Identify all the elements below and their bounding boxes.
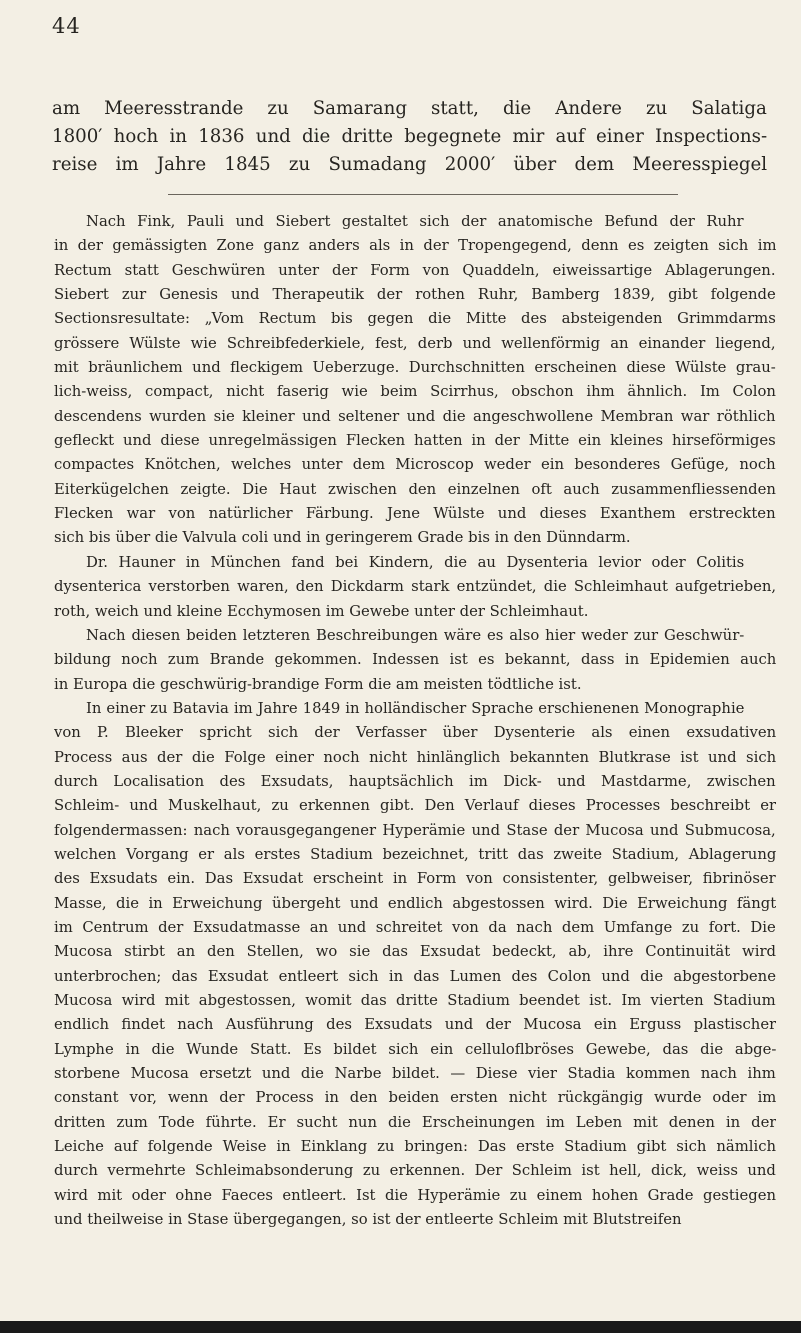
- footnote-line: des Exsudats ein. Das Exsudat erscheint in Form von consistenter, gelbweiser, fibrinöser: [54, 870, 776, 888]
- main-text-line: am Meeresstrande zu Samarang statt, die Andere zu Salatiga: [52, 98, 767, 119]
- footnote-line: roth, weich und kleine Ecchymosen im Gewebe unter der Schleimhaut.: [54, 602, 589, 620]
- footnote-line: dritten zum Tode führte. Er sucht nun die Erscheinungen im Leben mit denen in der: [54, 1113, 776, 1131]
- footnote-line: Mucosa wird mit abgestossen, womit das dritte Stadium beendet ist. Im vierten Stadium: [54, 992, 776, 1009]
- main-text: [52, 95, 767, 179]
- footnote-line: Sectionsresultate: „Vom Rectum bis gegen die Mitte des absteigenden Grimmdarms: [54, 310, 776, 328]
- footnote-line: Lymphe in die Wunde Statt. Es bildet sich ein celluloflbröses Gewebe, das die abge-: [54, 1040, 776, 1058]
- footnote-line: durch vermehrte Schleimabsonderung zu erkennen. Der Schleim ist hell, dick, weiss und: [54, 1162, 776, 1180]
- footnote-line: constant vor, wenn der Process in den beiden ersten nicht rückgängig wurde oder im: [54, 1089, 776, 1107]
- page-number: 44: [52, 14, 81, 38]
- footnote-line: gefleckt und diese unregelmässigen Flecken hatten in der Mitte ein kleines hirseförmiges: [54, 432, 776, 450]
- footnote-line: Nach diesen beiden letzteren Beschreibungen wäre es also hier weder zur Geschwür-: [86, 626, 745, 644]
- footnote-line: in Europa die geschwürig-brandige Form die am meisten tödtliche ist.: [54, 675, 582, 693]
- footnote-line: lich-weiss, compact, nicht faserig wie beim Scirrhus, obschon ihm ähnlich. Im Colon: [54, 383, 776, 401]
- footnote-line: mit bräunlichem und fleckigem Ueberzuge. Durchschnitten erscheinen diese Wülste grau-: [54, 359, 776, 377]
- footnote-line: endlich findet nach Ausführung des Exsudats und der Mucosa ein Erguss plastischer: [54, 1016, 776, 1034]
- footnote-line: Nach Fink, Pauli und Siebert gestaltet sich der anatomische Befund der Ruhr: [86, 213, 744, 230]
- footnote-line: Mucosa stirbt an den Stellen, wo sie das Exsudat bedeckt, ab, ihre Continuität wird: [54, 943, 776, 961]
- footnote-divider: [168, 194, 678, 195]
- footnote-line: und theilweise in Stase übergegangen, so ist der entleerte Schleim mit Blutstreifen: [54, 1211, 682, 1229]
- footnote-line: Flecken war von natürlicher Färbung. Jene Wülste und dieses Exanthem erstreckten: [54, 505, 776, 523]
- footnote-line: Rectum statt Geschwüren unter der Form von Quaddeln, eiweissartige Ablagerungen.: [54, 261, 776, 279]
- footnote-line: in der gemässigten Zone ganz anders als in der Tropengegend, denn es zeigten sich im: [54, 237, 776, 255]
- footnote-line: compactes Knötchen, welches unter dem Microscop weder ein besonderes Gefüge, noch: [54, 456, 776, 474]
- footnote-line: storbene Mucosa ersetzt und die Narbe bildet. — Diese vier Stadia kommen nach ihm: [54, 1065, 776, 1083]
- footnote-line: Leiche auf folgende Weise in Einklang zu bringen: Das erste Stadium gibt sich nämlich: [54, 1138, 776, 1156]
- main-text-line: 1800′ hoch in 1836 und die dritte begegnete mir auf einer Inspections-: [52, 126, 768, 147]
- footnote-line: Siebert zur Genesis und Therapeutik der rothen Ruhr, Bamberg 1839, gibt folgende: [54, 286, 776, 304]
- footnote-line: Eiterkügelchen zeigte. Die Haut zwischen den einzelnen oft auch zusammenfliessenden: [54, 480, 776, 498]
- footnote-line: welchen Vorgang er als erstes Stadium bezeichnet, tritt das zweite Stadium, Ablagerung: [54, 845, 776, 863]
- footnote-line: folgendermassen: nach vorausgegangener Hyperämie und Stase der Mucosa und Submucosa,: [54, 821, 776, 839]
- footnote-block: [54, 210, 776, 1232]
- footnote-line: Dr. Hauner in München fand bei Kindern, die au Dysenteria levior oder Colitis: [86, 553, 745, 571]
- footnote-line: unterbrochen; das Exsudat entleert sich in das Lumen des Colon und die abgestorbene: [54, 967, 776, 985]
- footnote-line: im Centrum der Exsudatmasse an und schreitet von da nach dem Umfange zu fort. Die: [54, 918, 776, 936]
- footnote-line: von P. Bleeker spricht sich der Verfasser über Dysenterie als einen exsudativen: [54, 724, 776, 742]
- footnote-line: Masse, die in Erweichung übergeht und endlich abgestossen wird. Die Erweichung fängt: [54, 894, 776, 912]
- footnote-line: descendens wurden sie kleiner und seltener und die angeschwollene Membran war röthlich: [54, 407, 776, 425]
- footnote-line: Process aus der die Folge einer noch nicht hinlänglich bekannten Blutkrase ist und sich: [54, 748, 776, 766]
- page-bottom-edge: [0, 1321, 801, 1333]
- footnote-line: wird mit oder ohne Faeces entleert. Ist die Hyperämie zu einem hohen Grade gestiegen: [54, 1186, 776, 1204]
- footnote-line: sich bis über die Valvula coli und in geringerem Grade bis in den Dünndarm.: [54, 529, 631, 547]
- footnote-line: bildung noch zum Brande gekommen. Indessen ist es bekannt, dass in Epidemien auch: [54, 651, 776, 669]
- main-text-line: reise im Jahre 1845 zu Sumadang 2000′ über dem Meeresspiegel: [52, 154, 768, 175]
- footnote-line: grössere Wülste wie Schreibfederkiele, fest, derb und wellenförmig an einander liegend,: [54, 334, 776, 352]
- footnote-line: durch Localisation des Exsudats, hauptsächlich im Dick- und Mastdarme, zwischen: [54, 772, 776, 790]
- footnote-line: Schleim- und Muskelhaut, zu erkennen gibt. Den Verlauf dieses Processes beschreibt er: [54, 797, 776, 815]
- footnote-line: In einer zu Batavia im Jahre 1849 in holländischer Sprache erschienenen Monographie: [86, 699, 745, 717]
- footnote-line: dysenterica verstorben waren, den Dickdarm stark entzündet, die Schleimhaut aufgetrieben,: [54, 578, 776, 596]
